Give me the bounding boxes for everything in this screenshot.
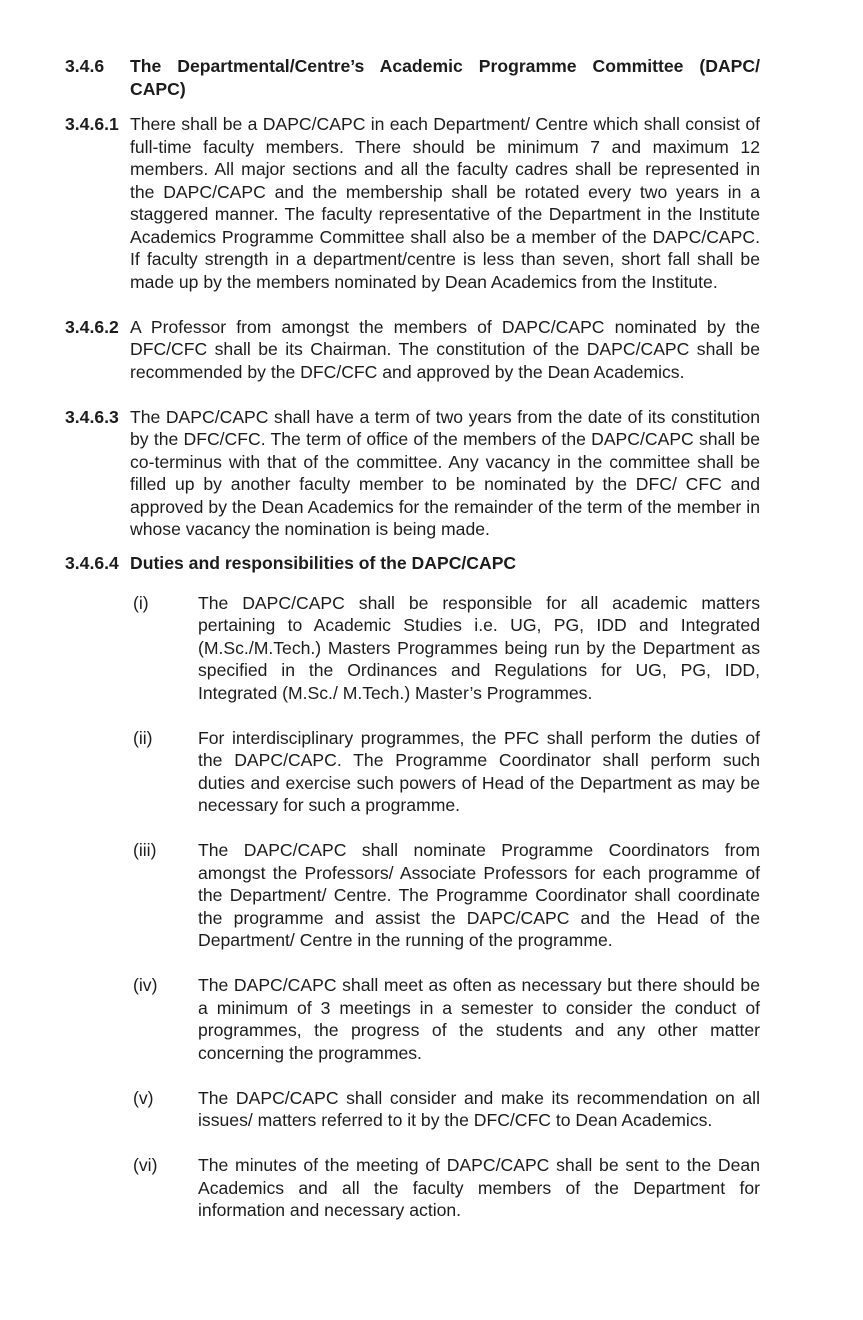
duty-label: (i) [133, 592, 149, 613]
duty-item-iii [133, 839, 760, 952]
subsection-heading [65, 552, 760, 575]
duty-item-v [133, 1087, 760, 1132]
paragraph-number: 3.4.6.3 [65, 406, 119, 427]
section-heading-title: The Departmental/Centre’s Academic Programme Committee (DAPC/ CAPC) [130, 56, 760, 99]
duty-text: The minutes of the meeting of DAPC/CAPC shall be sent to the Dean Academics and all the faculty members of the Department for information and necessary action. [198, 1155, 760, 1220]
duty-item-ii [133, 727, 760, 817]
duty-label: (vi) [133, 1155, 158, 1175]
subsection-heading-number: 3.4.6.4 [65, 552, 119, 573]
paragraph-3462 [65, 316, 760, 384]
duty-label: (ii) [133, 727, 153, 748]
duty-text: The DAPC/CAPC shall nominate Programme Coordinators from amongst the Professors/ Associate Professors for each programme of the Department/ Centre. The Programme Coordinator shall coordinate the programme and assist the DAPC/CAPC and the Head of the Department/ Centre in the running of the programme. [198, 840, 760, 950]
paragraph-number: 3.4.6.2 [65, 316, 119, 337]
duty-text: The DAPC/CAPC shall consider and make its recommendation on all issues/ matters referred to it by the DFC/CFC to Dean Academics. [198, 1087, 760, 1130]
paragraph-text: A Professor from amongst the members of DAPC/CAPC nominated by the DFC/CFC shall be its Chairman. The constitution of the DAPC/CAPC shall be recommended by the DFC/CFC and approved by the Dean Academics. [130, 316, 760, 382]
paragraph-3461 [65, 113, 760, 293]
duty-item-i [133, 592, 760, 705]
duty-label: (v) [133, 1087, 154, 1108]
paragraph-number: 3.4.6.1 [65, 114, 119, 134]
duty-text: For interdisciplinary programmes, the PFC shall perform the duties of the DAPC/CAPC. The Programme Coordinator shall perform such duties and exercise such powers of Head of the Department as may be necessary for such a programme. [198, 727, 760, 815]
section-heading [65, 55, 760, 100]
duty-text: The DAPC/CAPC shall be responsible for all academic matters pertaining to Academic Studies i.e. UG, PG, IDD and Integrated (M.Sc./M.Tech.) Masters Programmes being run by the Department as specified in the Ordinances and Regulations for UG, PG, IDD, Integrated (M.Sc./ M.Tech.) Master’s Programmes. [198, 592, 760, 703]
subsection-heading-title: Duties and responsibilities of the DAPC/CAPC [130, 552, 517, 573]
paragraph-text: There shall be a DAPC/CAPC in each Department/ Centre which shall consist of full-time faculty members. There should be minimum 7 and maximum 12 members. All major sections and all the faculty cadres shall be represented in the DAPC/CAPC and the membership shall be rotated every two years in a staggered manner. The faculty representative of the Department in the Institute Academics Programme Committee shall also be a member of the DAPC/CAPC. If faculty strength in a department/centre is less than seven, short fall shall be made up by the members nominated by Dean Academics from the Institute. [130, 114, 760, 292]
duty-label: (iii) [133, 840, 157, 860]
paragraph-3463 [65, 406, 760, 541]
duty-item-vi [133, 1154, 760, 1222]
section-heading-number: 3.4.6 [65, 56, 105, 76]
duty-item-iv [133, 974, 760, 1064]
duty-label: (iv) [133, 975, 158, 995]
paragraph-text: The DAPC/CAPC shall have a term of two years from the date of its constitution by the DFC/CFC. The term of office of the members of the DAPC/CAPC shall be co-terminus with that of the committee. Any vacancy in the committee shall be filled up by another faculty member to be nominated by the DFC/ CFC and approved by the Dean Academics for the remainder of the term of the member in whose vacancy the nomination is being made. [130, 406, 760, 539]
duty-text: The DAPC/CAPC shall meet as often as necessary but there should be a minimum of 3 meetings in a semester to consider the conduct of programmes, the progress of the students and any other matter concerning the programmes. [198, 975, 760, 1063]
